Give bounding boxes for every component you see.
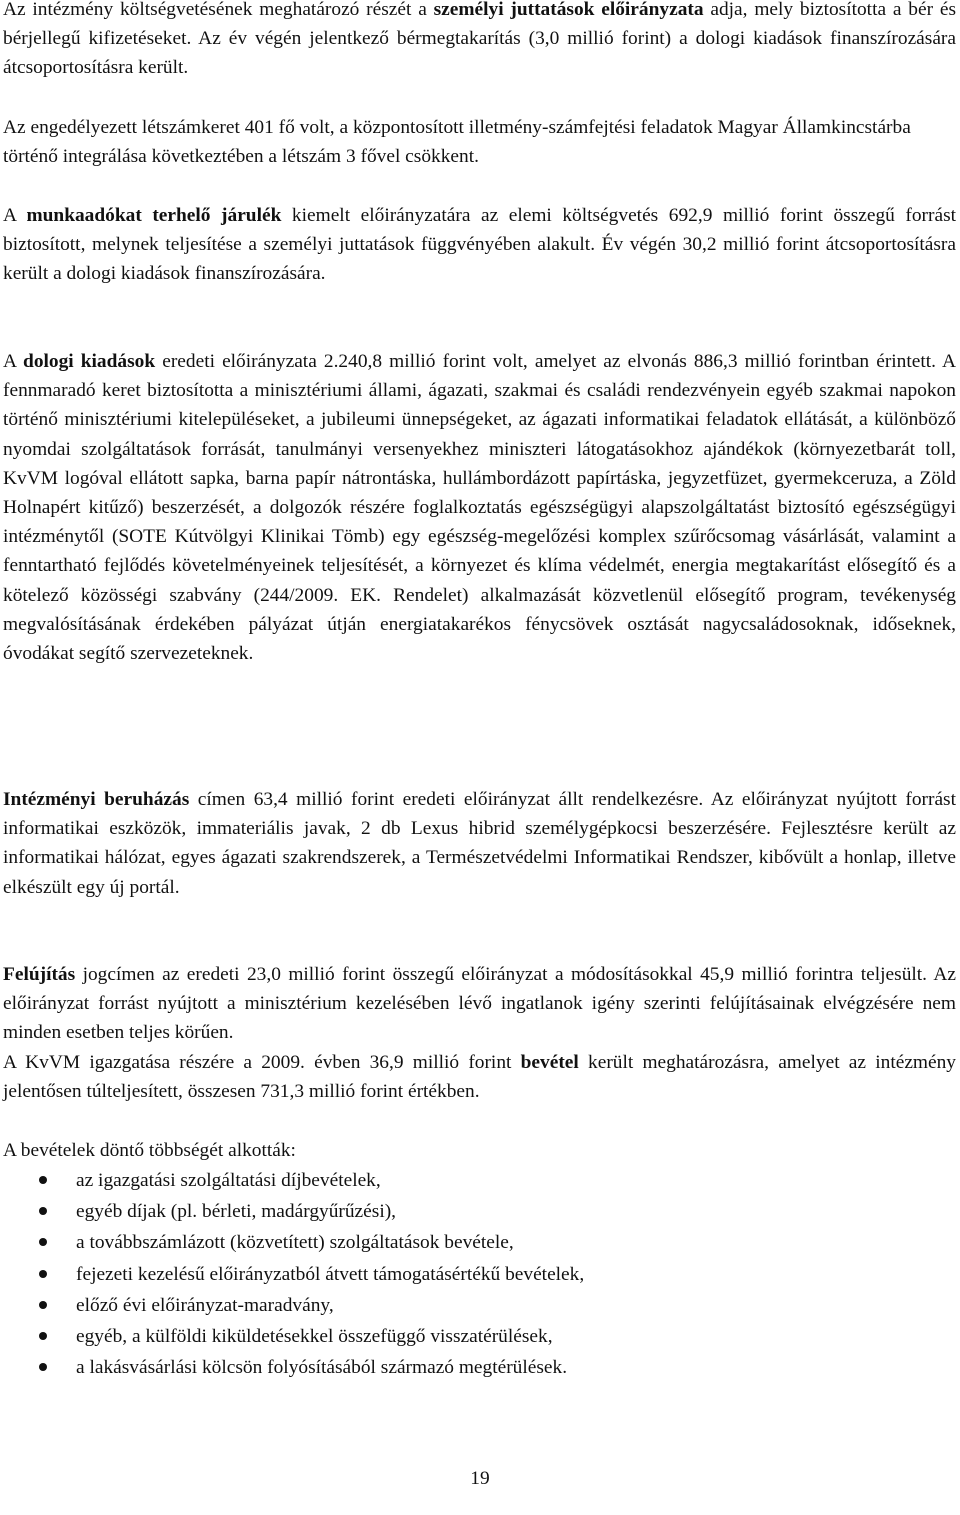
text-run: címen 63,4 millió forint eredeti előirányzat állt rendelkezésre. Az előirányzat nyújtott forrást informatikai eszközök, immateriális javak, 2 db Lexus hibrid személygépkocsi beszerzésére. Fejlesztésre került az informatikai hálózat, egyes ágazati szakrendszerek, a Természetvédelmi Informatikai Rendszer, kibővült a honlap, illetve elkészült egy új portál.	[3, 789, 956, 898]
list-item-text: fejezeti kezelésű előirányzatból átvett támogatásértékű bevételek,	[76, 1263, 585, 1285]
paragraph-institutional-investment	[3, 785, 956, 902]
text-run: kiemelt előirányzatára az elemi költségvetés 692,9 millió forint összegű forrást biztosított, melynek teljesítése a személyi juttatások függvényében alakult. Év végén 30,2 millió forint átcsoportosításra került a dologi kiadások finanszírozására.	[3, 205, 956, 285]
list-item-text: a továbbszámlázott (közvetített) szolgáltatások bevétele,	[76, 1232, 514, 1254]
bullet-icon	[39, 1363, 47, 1371]
paragraph-personnel-expenses	[3, 0, 956, 83]
bold-term: személyi juttatások előirányzata	[433, 0, 704, 20]
list-item	[3, 1228, 956, 1259]
list-item	[3, 1197, 956, 1228]
bullet-icon	[39, 1332, 47, 1340]
text-run: eredeti előirányzata 2.240,8 millió forint volt, amelyet az elvonás 886,3 millió forintban érintett. A fennmaradó keret biztosította a minisztériumi állami, ágazati, szakmai és családi rendezvényein egyéb szakmai napokon történő minisztériumi kitelepüléseket, a jubileumi ünnepségeket, az ágazati informatikai feladatok ellátását, a különböző nyomdai szolgáltatások forrását, tanulmányi versenyekhez miniszteri látogatásokhoz ajándékok (környezetbarát toll, KvVM logóval ellátott sapka, barna papír nátrontáska, hullámbordázott papírtáska, jegyzetfüzet, gyermekceruza, a Zöld Holnapért kitűző) beszerzését, a dolgozók részére foglalkoztatás egészségügyi alapszolgáltatást biztosító egészségügyi intézménytől (SOTE Kútvölgyi Klinikai Tömb) egy egészség-megelőzési komplex szűrőcsomag vásárlását, valamint a fenntartható fejlődés követelményeinek teljesítését, a környezet és klíma védelmét, energia megtakarítást elősegítő és a kötelező közösségi szabvány (244/2009. EK. Rendelet) alkalmazását közvetlenül elősegítő program, tevékenység megvalósításának érdekében pályázat útján energiatakarékos fénycsövek osztását nagycsaládosoknak, időseknek, óvodákat segítő szervezeteknek.	[3, 351, 956, 665]
paragraph-revenue	[3, 1048, 956, 1106]
bold-term: munkaadókat terhelő járulék	[26, 205, 282, 226]
bullet-icon	[39, 1238, 47, 1246]
text-run: A	[3, 205, 27, 226]
list-item-text: a lakásvásárlási kölcsön folyósításából származó megtérülések.	[76, 1357, 568, 1379]
text-run: Az intézmény költségvetésének meghatározó részét a	[3, 0, 434, 20]
paragraph-revenue-intro	[3, 1136, 956, 1165]
bullet-icon	[39, 1176, 47, 1184]
bold-term: Felújítás	[3, 964, 76, 985]
list-item	[3, 1322, 956, 1353]
list-item	[3, 1291, 956, 1322]
text-run: jogcímen az eredeti 23,0 millió forint összegű előirányzat a módosításokkal 45,9 millió forintra teljesült. Az előirányzat forrást nyújtott a minisztérium kezelésében lévő ingatlanok igény szerinti felújításainak elvégzésére nem minden esetben teljes körűen.	[3, 964, 956, 1044]
text-run: A	[3, 351, 24, 372]
list-item-text: az igazgatási szolgáltatási díjbevételek,	[76, 1170, 381, 1191]
list-item	[3, 1166, 956, 1197]
paragraph-material-expenses	[3, 347, 956, 668]
paragraph-employer-contributions	[3, 201, 956, 289]
page-number: 19	[470, 1468, 490, 1489]
text-run: Az engedélyezett létszámkeret 401 fő volt, a központosított illetmény-számfejtési feladatok Magyar Államkincstárba történő integrálása következtében a létszám 3 fővel csökkent.	[3, 117, 911, 168]
list-item-text: egyéb, a külföldi kiküldetésekkel összefüggő visszatérülések,	[76, 1325, 553, 1347]
paragraph-headcount	[3, 113, 956, 171]
bullet-icon	[39, 1207, 47, 1215]
list-item-text: egyéb díjak (pl. bérleti, madárgyűrűzési),	[76, 1201, 397, 1223]
bold-term: bevétel	[520, 1052, 579, 1073]
bold-term: dologi kiadások	[23, 351, 156, 372]
list-item	[3, 1353, 956, 1384]
bullet-icon	[39, 1270, 47, 1278]
text-run: A bevételek döntő többségét alkották:	[3, 1140, 296, 1161]
list-item	[3, 1260, 956, 1291]
paragraph-renovation	[3, 960, 956, 1048]
list-item-text: előző évi előirányzat-maradvány,	[76, 1294, 334, 1316]
text-run: került meghatározásra, amelyet az intézmény jelentősen túlteljesített, összesen 731,3 millió forint értékben.	[3, 1052, 957, 1103]
bold-term: Intézményi beruházás	[3, 789, 190, 810]
bullet-icon	[39, 1301, 47, 1309]
text-run: adja, mely biztosította a bér és bérjellegű kifizetéseket. Az év végén jelentkező bérmegtakarítás (3,0 millió forint) a dologi kiadások finanszírozására átcsoportosításra került.	[3, 0, 956, 79]
text-run: A KvVM igazgatása részére a 2009. évben 36,9 millió forint	[3, 1052, 521, 1073]
revenue-list	[3, 1166, 956, 1384]
